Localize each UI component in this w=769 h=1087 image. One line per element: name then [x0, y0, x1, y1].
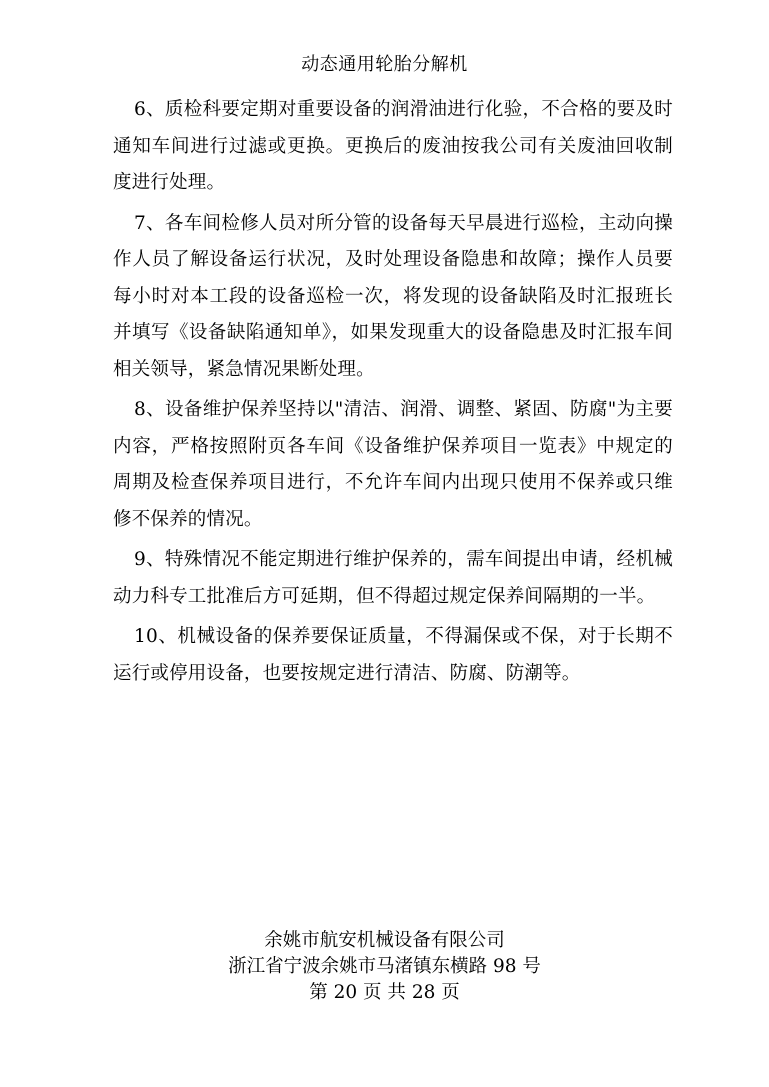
footer-page-info: 第 20 页 共 28 页 — [309, 982, 460, 1003]
footer-address: 浙江省宁波余姚市马渚镇东横路 98 号 — [228, 956, 541, 977]
page-header-title: 动态通用轮胎分解机 — [301, 54, 468, 75]
paragraph-9: 9、特殊情况不能定期进行维护保养的，需车间提出申请，经机械动力科专工批准后方可延期，但不得超过规定保养间隔期的一半。 — [113, 549, 673, 607]
paragraph-10: 10、机械设备的保养要保证质量，不得漏保或不保，对于长期不运行或停用设备，也要按规定进行清洁、防腐、防潮等。 — [113, 626, 673, 684]
body-text — [113, 92, 673, 696]
page-footer — [0, 928, 769, 1006]
paragraph-6: 6、质检科要定期对重要设备的润滑油进行化验，不合格的要及时通知车间进行过滤或更换。更换后的废油按我公司有关废油回收制度进行处理。 — [113, 99, 673, 193]
paragraph-8: 8、设备维护保养坚持以"清洁、润滑、调整、紧固、防腐"为主要内容，严格按照附页各车间《设备维护保养项目一览表》中规定的周期及检查保养项目进行，不允许车间内出现只使用不保养或只维修不保养的情况。 — [113, 399, 673, 530]
paragraph-7: 7、各车间检修人员对所分管的设备每天早晨进行巡检，主动向操作人员了解设备运行状况，及时处理设备隐患和故障；操作人员要每小时对本工段的设备巡检一次，将发现的设备缺陷及时汇报班长并填写《设备缺陷通知单》，如果发现重大的设备隐患及时汇报车间相关领导，紧急情况果断处理。 — [113, 212, 673, 380]
footer-company: 余姚市航安机械设备有限公司 — [264, 930, 505, 951]
